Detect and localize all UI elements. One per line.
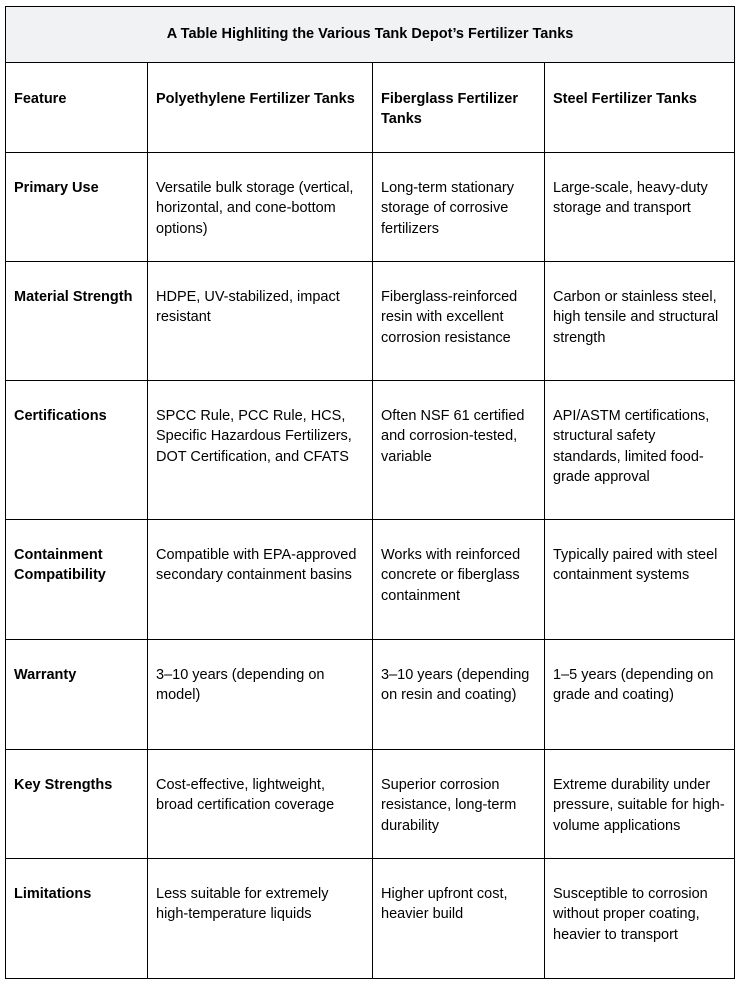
fiberglass-cell: Superior corrosion resistance, long-term durability — [373, 750, 545, 859]
table-row — [6, 859, 735, 979]
fiberglass-cell: Long-term stationary storage of corrosive fertilizers — [373, 153, 545, 262]
polyethylene-cell: Compatible with EPA-approved secondary containment basins — [148, 520, 373, 640]
feature-cell: Certifications — [6, 381, 148, 520]
polyethylene-cell: 3–10 years (depending on model) — [148, 640, 373, 750]
table-row — [6, 262, 735, 381]
column-header-steel: Steel Fertilizer Tanks — [545, 63, 735, 153]
comparison-table — [5, 6, 735, 979]
polyethylene-cell: Cost-effective, lightweight, broad certification coverage — [148, 750, 373, 859]
feature-cell: Containment Compatibility — [6, 520, 148, 640]
table-title: A Table Highliting the Various Tank Depot’s Fertilizer Tanks — [6, 7, 735, 63]
title-row — [6, 7, 735, 63]
fiberglass-cell: Higher upfront cost, heavier build — [373, 859, 545, 979]
feature-cell: Primary Use — [6, 153, 148, 262]
header-row — [6, 63, 735, 153]
polyethylene-cell: SPCC Rule, PCC Rule, HCS, Specific Hazardous Fertilizers, DOT Certification, and CFATS — [148, 381, 373, 520]
steel-cell: Large-scale, heavy-duty storage and transport — [545, 153, 735, 262]
steel-cell: Extreme durability under pressure, suitable for high-volume applications — [545, 750, 735, 859]
column-header-feature: Feature — [6, 63, 148, 153]
table-row — [6, 640, 735, 750]
fiberglass-cell: Fiberglass-reinforced resin with excellent corrosion resistance — [373, 262, 545, 381]
table-row — [6, 750, 735, 859]
steel-cell: Carbon or stainless steel, high tensile and structural strength — [545, 262, 735, 381]
steel-cell: Susceptible to corrosion without proper coating, heavier to transport — [545, 859, 735, 979]
fiberglass-cell: 3–10 years (depending on resin and coating) — [373, 640, 545, 750]
steel-cell: API/ASTM certifications, structural safety standards, limited food-grade approval — [545, 381, 735, 520]
polyethylene-cell: Less suitable for extremely high-temperature liquids — [148, 859, 373, 979]
table-row — [6, 153, 735, 262]
steel-cell: 1–5 years (depending on grade and coating) — [545, 640, 735, 750]
feature-cell: Key Strengths — [6, 750, 148, 859]
feature-cell: Warranty — [6, 640, 148, 750]
steel-cell: Typically paired with steel containment systems — [545, 520, 735, 640]
column-header-fiberglass: Fiberglass Fertilizer Tanks — [373, 63, 545, 153]
feature-cell: Material Strength — [6, 262, 148, 381]
polyethylene-cell: HDPE, UV-stabilized, impact resistant — [148, 262, 373, 381]
polyethylene-cell: Versatile bulk storage (vertical, horizontal, and cone-bottom options) — [148, 153, 373, 262]
table-row — [6, 381, 735, 520]
fiberglass-cell: Works with reinforced concrete or fiberglass containment — [373, 520, 545, 640]
feature-cell: Limitations — [6, 859, 148, 979]
fiberglass-cell: Often NSF 61 certified and corrosion-tested, variable — [373, 381, 545, 520]
table-row — [6, 520, 735, 640]
column-header-polyethylene: Polyethylene Fertilizer Tanks — [148, 63, 373, 153]
